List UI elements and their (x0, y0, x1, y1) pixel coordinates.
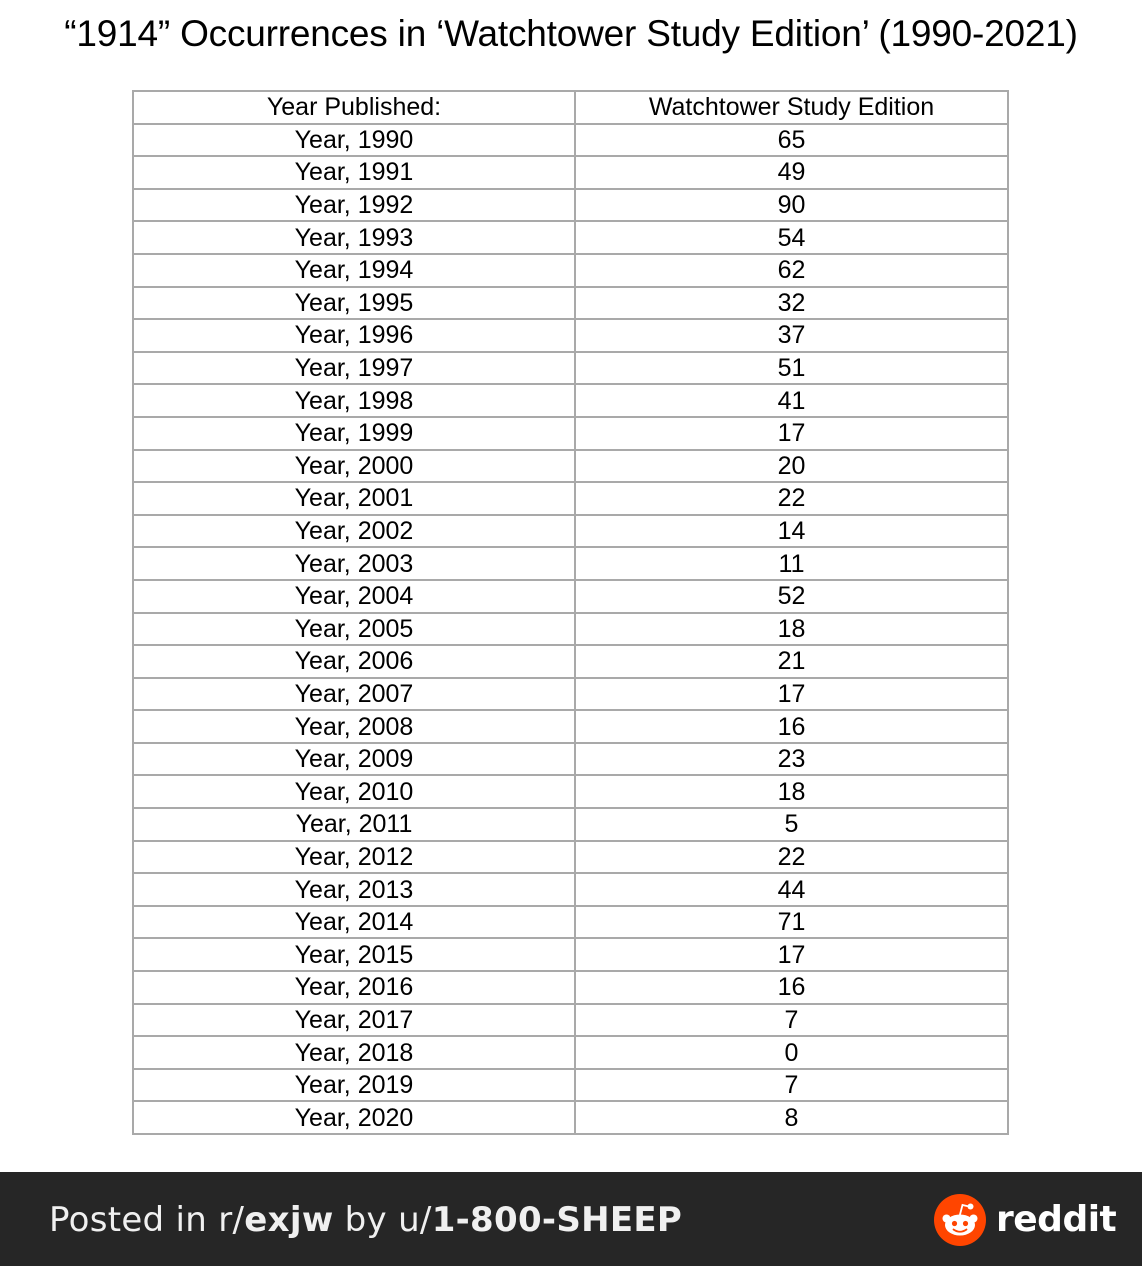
count-cell: 7 (575, 1004, 1008, 1037)
year-cell: Year, 2011 (133, 808, 575, 841)
count-cell: 22 (575, 482, 1008, 515)
count-cell: 7 (575, 1069, 1008, 1102)
count-cell: 51 (575, 352, 1008, 385)
table-row (133, 841, 1008, 874)
table-row (133, 743, 1008, 776)
table-row (133, 352, 1008, 385)
year-cell: Year, 2001 (133, 482, 575, 515)
table-row (133, 515, 1008, 548)
year-cell: Year, 2014 (133, 906, 575, 939)
count-cell: 21 (575, 645, 1008, 678)
year-cell: Year, 2000 (133, 450, 575, 483)
count-cell: 17 (575, 678, 1008, 711)
count-cell: 17 (575, 938, 1008, 971)
table-row (133, 417, 1008, 450)
posted-attribution (49, 1172, 682, 1266)
table-row (133, 221, 1008, 254)
table-row (133, 1069, 1008, 1102)
count-cell: 90 (575, 189, 1008, 222)
year-cell: Year, 2017 (133, 1004, 575, 1037)
year-cell: Year, 1996 (133, 319, 575, 352)
table-row (133, 482, 1008, 515)
year-cell: Year, 2018 (133, 1036, 575, 1069)
footer-bar (0, 1172, 1142, 1266)
count-cell: 22 (575, 841, 1008, 874)
table-row (133, 971, 1008, 1004)
table-row (133, 254, 1008, 287)
year-cell: Year, 2007 (133, 678, 575, 711)
reddit-brand[interactable] (934, 1194, 1116, 1246)
table-row (133, 613, 1008, 646)
year-cell: Year, 2002 (133, 515, 575, 548)
count-cell: 18 (575, 613, 1008, 646)
table-row (133, 938, 1008, 971)
count-cell: 23 (575, 743, 1008, 776)
table-row (133, 547, 1008, 580)
username-link[interactable]: 1-800-SHEEP (431, 1200, 683, 1240)
count-cell: 16 (575, 710, 1008, 743)
table-row (133, 645, 1008, 678)
count-cell: 14 (575, 515, 1008, 548)
year-cell: Year, 1997 (133, 352, 575, 385)
table-row (133, 710, 1008, 743)
table-header-row (133, 91, 1008, 124)
reddit-wordmark: reddit (996, 1199, 1117, 1240)
count-cell: 16 (575, 971, 1008, 1004)
year-cell: Year, 1995 (133, 287, 575, 320)
count-cell: 49 (575, 156, 1008, 189)
year-cell: Year, 2016 (133, 971, 575, 1004)
year-cell: Year, 2004 (133, 580, 575, 613)
count-cell: 52 (575, 580, 1008, 613)
year-cell: Year, 1999 (133, 417, 575, 450)
year-cell: Year, 2015 (133, 938, 575, 971)
table-row (133, 1036, 1008, 1069)
year-cell: Year, 1992 (133, 189, 575, 222)
count-cell: 8 (575, 1101, 1008, 1134)
table-row (133, 124, 1008, 157)
table-row (133, 678, 1008, 711)
year-cell: Year, 1998 (133, 384, 575, 417)
table-row (133, 873, 1008, 906)
subreddit-link[interactable]: exjw (244, 1200, 334, 1240)
year-cell: Year, 2009 (133, 743, 575, 776)
posted-prefix: Posted in r/ (49, 1200, 245, 1240)
column-header-year: Year Published: (133, 91, 575, 124)
table-body (133, 124, 1008, 1134)
count-cell: 32 (575, 287, 1008, 320)
table-row (133, 1004, 1008, 1037)
count-cell: 37 (575, 319, 1008, 352)
table-row (133, 156, 1008, 189)
year-cell: Year, 1993 (133, 221, 575, 254)
count-cell: 18 (575, 775, 1008, 808)
count-cell: 11 (575, 547, 1008, 580)
year-cell: Year, 1991 (133, 156, 575, 189)
column-header-edition: Watchtower Study Edition (575, 91, 1008, 124)
table-row (133, 450, 1008, 483)
page-title: “1914” Occurrences in ‘Watchtower Study Edition’ (1990-2021) (64, 13, 1078, 54)
year-cell: Year, 2003 (133, 547, 575, 580)
count-cell: 65 (575, 124, 1008, 157)
reddit-snoo-icon (934, 1194, 986, 1246)
year-cell: Year, 2019 (133, 1069, 575, 1102)
year-cell: Year, 1994 (133, 254, 575, 287)
count-cell: 54 (575, 221, 1008, 254)
count-cell: 5 (575, 808, 1008, 841)
count-cell: 71 (575, 906, 1008, 939)
year-cell: Year, 2005 (133, 613, 575, 646)
year-cell: Year, 2020 (133, 1101, 575, 1134)
count-cell: 0 (575, 1036, 1008, 1069)
count-cell: 20 (575, 450, 1008, 483)
count-cell: 44 (575, 873, 1008, 906)
count-cell: 62 (575, 254, 1008, 287)
year-cell: Year, 1990 (133, 124, 575, 157)
occurrences-table (132, 90, 1009, 1135)
count-cell: 41 (575, 384, 1008, 417)
table-row (133, 287, 1008, 320)
table-row (133, 906, 1008, 939)
year-cell: Year, 2010 (133, 775, 575, 808)
table-row (133, 1101, 1008, 1134)
table-row (133, 580, 1008, 613)
table-row (133, 384, 1008, 417)
posted-by-text: by u/ (333, 1200, 432, 1240)
table-row (133, 319, 1008, 352)
table-row (133, 189, 1008, 222)
count-cell: 17 (575, 417, 1008, 450)
year-cell: Year, 2012 (133, 841, 575, 874)
year-cell: Year, 2008 (133, 710, 575, 743)
table-row (133, 808, 1008, 841)
year-cell: Year, 2013 (133, 873, 575, 906)
table-row (133, 775, 1008, 808)
year-cell: Year, 2006 (133, 645, 575, 678)
